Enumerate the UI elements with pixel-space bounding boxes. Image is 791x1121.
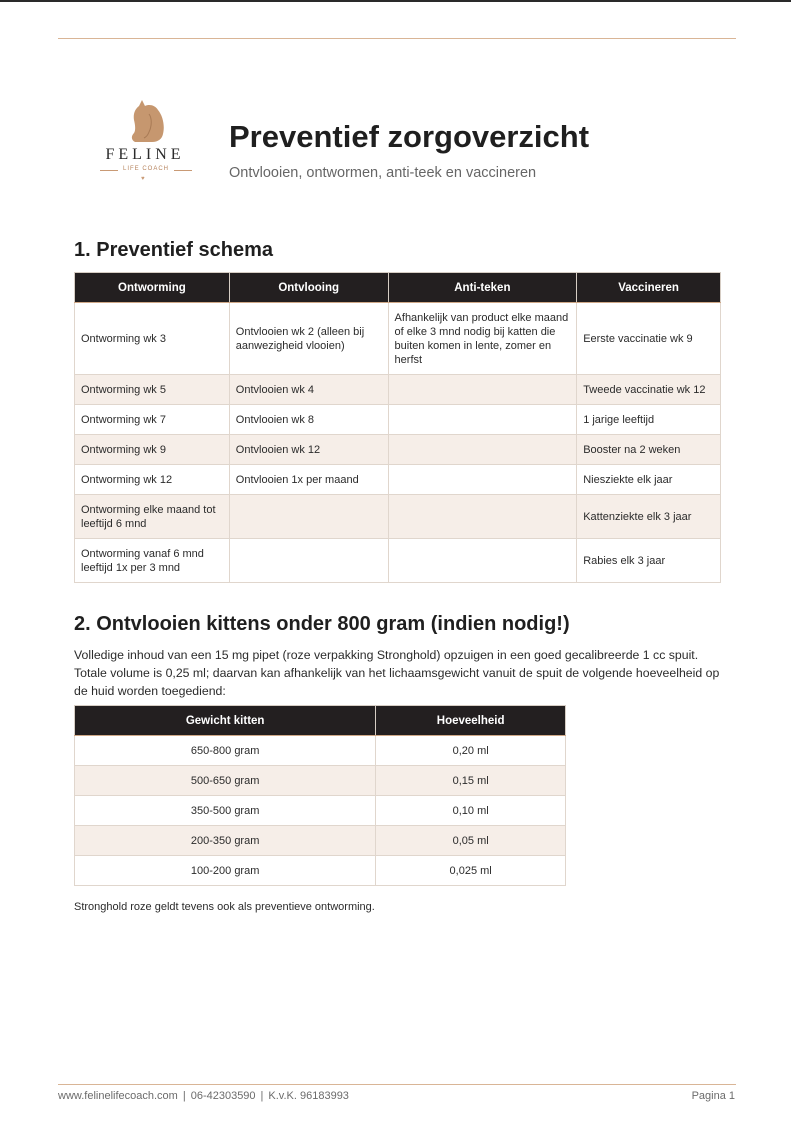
table-cell: 100-200 gram <box>75 856 376 886</box>
table-cell: Ontworming wk 3 <box>75 303 230 375</box>
feline-logo <box>92 100 202 190</box>
table-cell <box>388 495 577 539</box>
logo-line-right <box>174 170 192 171</box>
table-cell: Ontworming wk 9 <box>75 435 230 465</box>
table-row <box>75 736 566 766</box>
table-cell: Ontvlooien 1x per maand <box>229 465 388 495</box>
column-header-gewicht: Gewicht kitten <box>75 706 376 736</box>
table-cell: Ontworming vanaf 6 mnd leeftijd 1x per 3 mnd <box>75 539 230 583</box>
table-cell <box>388 539 577 583</box>
dosage-table <box>74 705 566 886</box>
footer-divider <box>58 1084 736 1085</box>
page-title: Preventief zorgoverzicht <box>229 119 590 154</box>
table-cell: Ontvlooien wk 8 <box>229 405 388 435</box>
table-cell: 0,025 ml <box>376 856 566 886</box>
logo-subline <box>100 166 192 176</box>
header-divider <box>58 38 736 39</box>
table-cell: Eerste vaccinatie wk 9 <box>577 303 721 375</box>
column-header-anti-teken: Anti-teken <box>388 273 577 303</box>
table-cell: 500-650 gram <box>75 766 376 796</box>
page-number: Pagina 1 <box>691 1090 735 1102</box>
logo-line-left <box>100 170 118 171</box>
footer-separator: | <box>260 1090 264 1102</box>
table-header-row <box>75 273 721 303</box>
footer-contact <box>58 1090 349 1102</box>
table-cell: Rabies elk 3 jaar <box>577 539 721 583</box>
table-row <box>75 375 721 405</box>
table-cell: 650-800 gram <box>75 736 376 766</box>
section-heading-schema: 1. Preventief schema <box>74 239 273 261</box>
section-heading-kittens: 2. Ontvlooien kittens onder 800 gram (indien nodig!) <box>74 613 570 635</box>
table-row <box>75 303 721 375</box>
footer-website-link[interactable]: www.felinelifecoach.com <box>58 1090 178 1102</box>
cat-silhouette-icon <box>125 100 167 144</box>
logo-wordmark: FELINE <box>105 146 185 163</box>
column-header-hoeveelheid: Hoeveelheid <box>376 706 566 736</box>
table-row <box>75 766 566 796</box>
table-cell: 200-350 gram <box>75 826 376 856</box>
table-row <box>75 796 566 826</box>
table-cell: 0,15 ml <box>376 766 566 796</box>
table-cell: Ontworming wk 7 <box>75 405 230 435</box>
table-cell: 0,05 ml <box>376 826 566 856</box>
table-cell: 1 jarige leeftijd <box>577 405 721 435</box>
table-cell <box>388 435 577 465</box>
stronghold-note: Stronghold roze geldt tevens ook als preventieve ontworming. <box>74 901 375 913</box>
table-cell: 0,10 ml <box>376 796 566 826</box>
column-header-ontworming: Ontworming <box>75 273 230 303</box>
table-cell: Booster na 2 weken <box>577 435 721 465</box>
table-cell <box>229 539 388 583</box>
footer-kvk: K.v.K. 96183993 <box>268 1090 349 1102</box>
table-row <box>75 405 721 435</box>
table-cell: Kattenziekte elk 3 jaar <box>577 495 721 539</box>
table-cell <box>229 495 388 539</box>
top-border <box>0 0 791 2</box>
table-cell <box>388 375 577 405</box>
instruction-paragraph: Volledige inhoud van een 15 mg pipet (roze verpakking Stronghold) opzuigen in een goed gecalibreerde 1 cc spuit. Totale volume is 0,25 ml; daarvan kan afhankelijk van het lichaamsgewicht vanuit de spuit de volgende hoeveelheid op de huid worden toegediend: <box>74 648 720 698</box>
table-header-row <box>75 706 566 736</box>
footer-separator: | <box>182 1090 186 1102</box>
table-row <box>75 856 566 886</box>
table-row <box>75 826 566 856</box>
table-cell: 0,20 ml <box>376 736 566 766</box>
table-cell: Ontvlooien wk 12 <box>229 435 388 465</box>
table-row <box>75 539 721 583</box>
table-row <box>75 495 721 539</box>
table-cell: Niesziekte elk jaar <box>577 465 721 495</box>
heart-icon: ♥ <box>141 176 145 182</box>
table-cell: Tweede vaccinatie wk 12 <box>577 375 721 405</box>
page-subtitle: Ontvlooien, ontwormen, anti-teek en vaccineren <box>229 165 537 181</box>
logo-subtitle: LIFE COACH <box>122 166 169 172</box>
table-row <box>75 435 721 465</box>
preventief-schema-table <box>74 272 721 583</box>
table-row <box>75 465 721 495</box>
table-cell: Ontworming wk 5 <box>75 375 230 405</box>
table-cell: 350-500 gram <box>75 796 376 826</box>
table-cell <box>388 405 577 435</box>
table-cell: Ontworming wk 12 <box>75 465 230 495</box>
table-cell <box>388 465 577 495</box>
table-cell: Ontworming elke maand tot leeftijd 6 mnd <box>75 495 230 539</box>
table-cell: Ontvlooien wk 4 <box>229 375 388 405</box>
table-cell: Ontvlooien wk 2 (alleen bij aanwezigheid vlooien) <box>229 303 388 375</box>
table-cell: Afhankelijk van product elke maand of elke 3 mnd nodig bij katten die buiten komen in lente, zomer en herfst <box>388 303 577 375</box>
column-header-ontvlooing: Ontvlooing <box>229 273 388 303</box>
footer-phone: 06-42303590 <box>190 1090 256 1102</box>
column-header-vaccineren: Vaccineren <box>577 273 721 303</box>
